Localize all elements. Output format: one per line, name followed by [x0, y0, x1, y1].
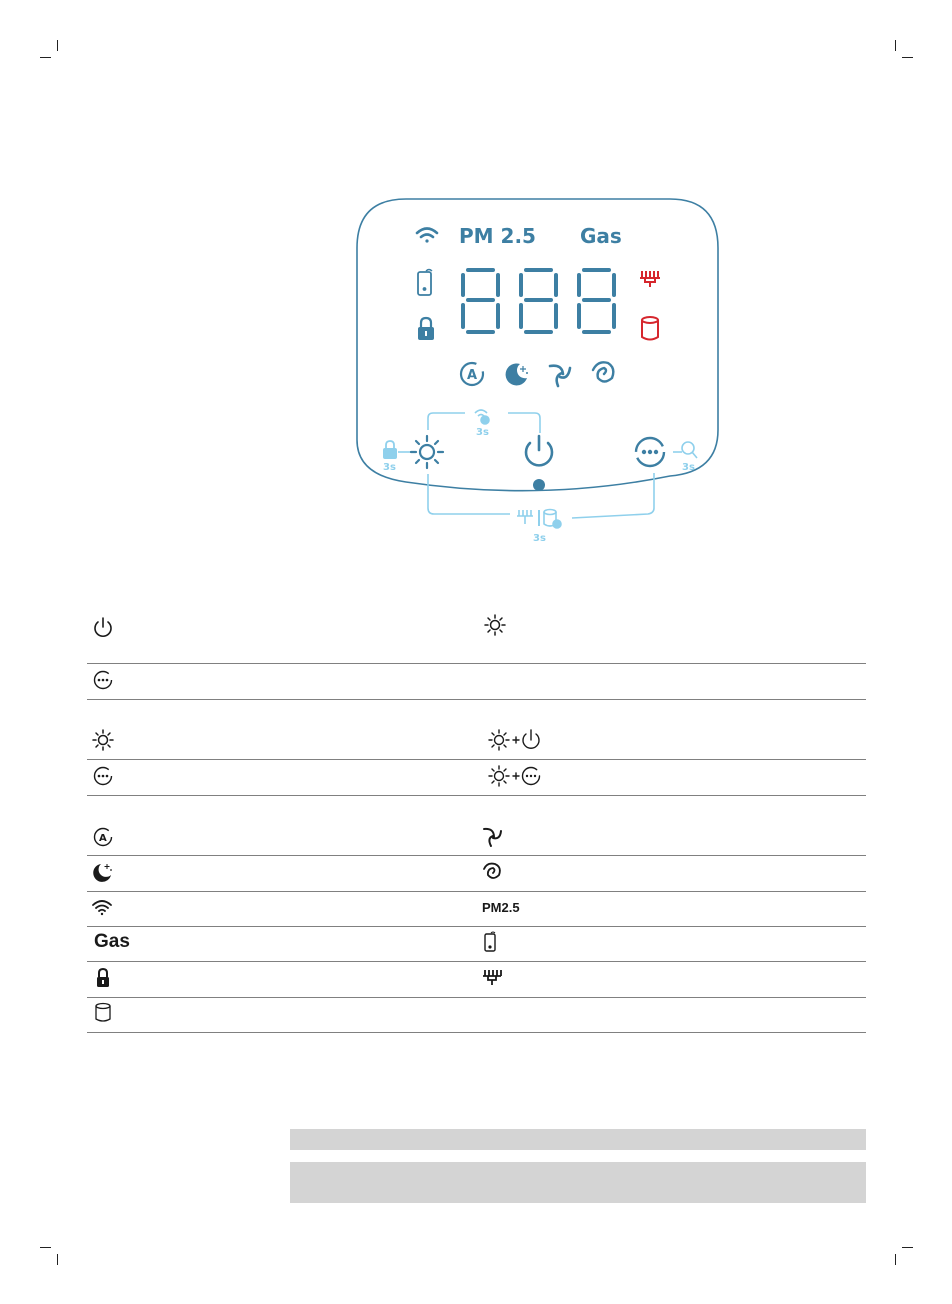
svg-text:A: A: [467, 368, 478, 383]
pm25-label: PM 2.5: [459, 224, 536, 248]
phone-pairing-icon: [418, 270, 432, 296]
table-row: [87, 724, 866, 760]
wifi-icon: [91, 897, 113, 919]
light-plus-power-combo-icon: [488, 728, 544, 752]
wifi-icon: [417, 229, 437, 243]
light-button[interactable]: [411, 436, 443, 468]
gas-legend-label: Gas: [94, 931, 130, 952]
filter-clean-icon: [482, 968, 504, 990]
filter-reset-icon: [517, 510, 561, 529]
table-row: [87, 926, 866, 962]
control-panel-diagram: [340, 190, 730, 550]
table-row: [87, 856, 866, 892]
crop-mark: [57, 1254, 58, 1265]
note-bar: [290, 1162, 866, 1203]
power-button[interactable]: [526, 436, 552, 465]
note-bar: [290, 1129, 866, 1150]
speed-1-fan-icon: [482, 826, 504, 848]
crop-mark: [57, 40, 58, 51]
mode-button[interactable]: [636, 438, 664, 466]
speed-1-fan-icon: [550, 366, 570, 386]
table-row: [87, 760, 866, 796]
table-row: [87, 962, 866, 998]
mode-cycle-icon: [92, 765, 114, 787]
auto-mode-icon: [461, 363, 483, 385]
crop-mark: [40, 1247, 51, 1248]
turbo-mode-icon: [593, 362, 613, 381]
filter-replace-icon: [642, 317, 658, 340]
search-icon: [682, 442, 697, 458]
crop-mark: [902, 57, 913, 58]
crop-mark: [895, 1254, 896, 1265]
turbo-mode-icon: [482, 862, 504, 884]
power-icon: [92, 616, 114, 638]
hold-3s-search: 3s: [682, 462, 695, 473]
mode-cycle-icon: [92, 669, 114, 691]
power-indicator-led: [533, 479, 545, 491]
pm25-legend-label: PM2.5: [482, 900, 520, 915]
sleep-mode-icon: [92, 862, 114, 884]
table-row: [87, 820, 866, 856]
table-row: [87, 891, 866, 927]
hold-3s-lock: 3s: [383, 462, 396, 473]
crop-mark: [895, 40, 896, 51]
light-icon: [484, 614, 506, 636]
hold-3s-wifi: 3s: [476, 427, 489, 438]
lock-icon: [418, 318, 434, 340]
crop-mark: [902, 1247, 913, 1248]
wifi-reset-icon: [475, 410, 489, 424]
filter-replace-icon: [92, 1002, 114, 1024]
svg-text:A: A: [99, 833, 107, 844]
digit-display: [463, 270, 614, 332]
crop-mark: [40, 57, 51, 58]
lock-icon: [92, 967, 114, 989]
light-icon: [92, 729, 114, 751]
child-lock-hint-icon: [383, 441, 397, 459]
sleep-mode-icon: [506, 363, 528, 385]
hold-3s-filter: 3s: [533, 533, 546, 544]
auto-mode-icon: [92, 826, 114, 848]
table-row: [87, 664, 866, 700]
phone-pairing-icon: [480, 931, 502, 953]
filter-clean-icon: [640, 271, 660, 287]
light-plus-mode-combo-icon: [488, 764, 544, 788]
table-row: [87, 610, 866, 664]
table-row: [87, 997, 866, 1033]
gas-label: Gas: [580, 224, 622, 248]
